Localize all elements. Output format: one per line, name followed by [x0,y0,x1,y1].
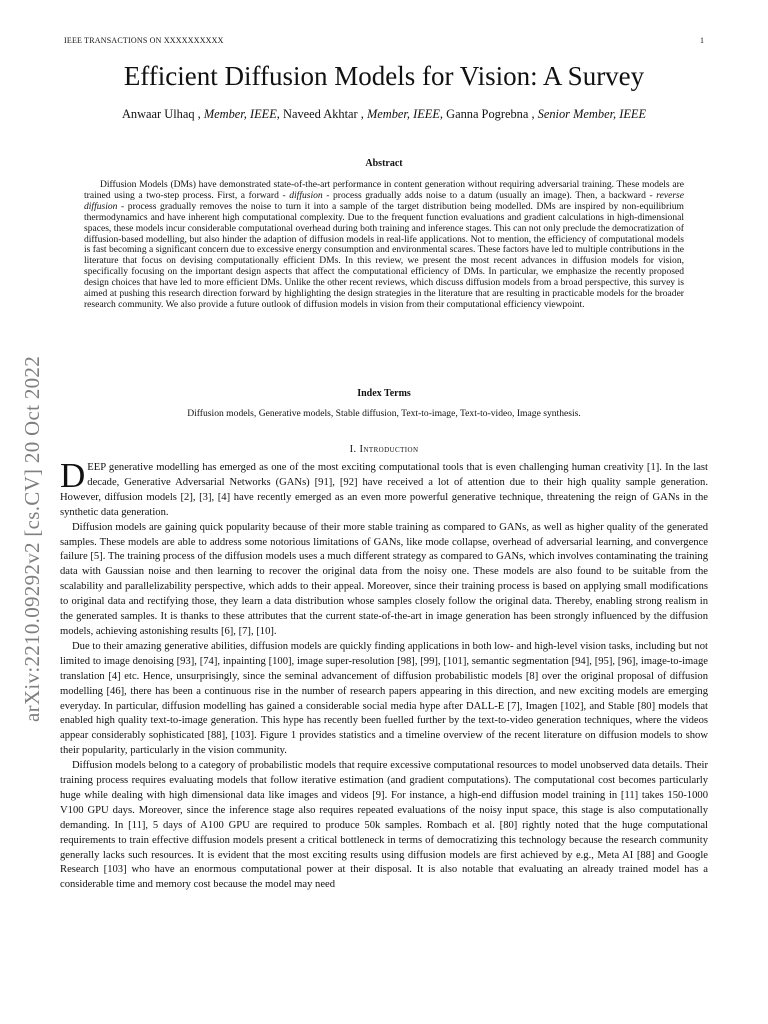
author-membership: Member, IEEE, [366,107,444,121]
drop-cap: D [60,456,86,495]
section-number: I. [349,444,357,455]
abstract-emphasis: diffusion [289,189,323,201]
section-heading [0,444,768,455]
author-name: Ganna Pogrebna [446,107,529,121]
body-paragraph [60,456,708,521]
author-name: Anwaar Ulhaq [121,107,195,121]
author-name: Naveed Akhtar [283,107,358,121]
abstract-emphasis: reverse diffusion [84,189,684,212]
abstract-text [84,180,684,311]
author-list: Anwaar Ulhaq , Member, IEEE, Naveed Akhtar , Member, IEEE, Ganna Pogrebna , Senior Member, IEEE [121,107,647,121]
abstract-text-part: Diffusion Models (DMs) have demonstrated state-of-the-art performance in content generation without requiring adversarial training. These models are trained using a two-step process. First, a forward - [84,179,684,201]
body-paragraph: Due to their amazing generative abilities, diffusion models are quickly finding applications in both low- and high-level vision tasks, including but not limited to image denoising [93], [74], inpainting [100], image super-resolution [98], [99], [101], semantic segmentation [94], [95], [96], image-to-image translation [4] etc. Hence, unsurprisingly, since the seminal advancement of diffusion probabilistic models [8] over the original proposal of diffusion modelling [46], there has been a continuous rise in the number of research papers appearing in this direction, and new exciting models are emerging everyday. In particular, diffusion modelling has gained a considerable social media hype after DALL-E [7], Imagen [102], and Stable [80] models that enabled high quality text-to-image generation. This hype has recently been fuelled further by the text-to-video generation techniques, where the videos appear considerably sophisticated [88], [103]. Figure 1 provides statistics and a timeline overview of the recent literature on diffusion models to show their popularity, particularly in the vision community. [60,640,708,757]
body-paragraph: Diffusion models belong to a category of probabilistic models that require excessive computational resources to model unobserved data details. Their training process requires evaluating models that follow iterative estimation (and gradient computations). The computational cost becomes particularly huge while dealing with high dimensional data like images and videos [9]. For instance, a high-end diffusion model training in [11] takes 150-1000 V100 GPU days. Moreover, since the inference stage also requires repeated evaluations of the noisy input space, this stage is also computationally demanding. In [11], 5 days of A100 GPU are required to produce 50k samples. Rombach et al. [80] rightly noted that the huge computational requirements to train effective diffusion models present a critical bottleneck in terms of democratizing this technology because the research community generally lacks such resources. It is evident that the most exciting results using diffusion models are first achieved by e.g., Meta AI [88] and Google Research [103] who have an enormous computational power at their disposal. It is also notable that evaluating an already trained model has a considerable time and memory cost because the model may need [60,760,708,891]
running-header-journal: IEEE TRANSACTIONS ON XXXXXXXXXX [64,36,224,45]
index-terms-heading: Index Terms [357,388,411,399]
author-membership: Senior Member, IEEE [537,107,647,121]
abstract-text-part: - process gradually removes the noise to turn it into a sample of the target distribution being modelled. DMs are inspired by non-equilibrium thermodynamics and have inherent high computational complexity. Due to the frequent function evaluations and gradient calculations in high-dimensional spaces, these models incur considerable computational overhead during both training and inference stages. This can not only preclude the democratization of diffusion-based modelling, but also hinder the adaption of diffusion models in real-life applications. Not to mention, the efficiency of computational models is fast becoming a significant concern due to excessive energy consumption and environmental scares. These factors have led to multiple contributions in the literature that focus on devising computationally efficient DMs. In this review, we present the most recent advances in diffusion models for vision, specifically focusing on the important design aspects that affect the computational efficiency of DMs. In particular, we emphasize the recently proposed design choices that have led to more efficient DMs. Unlike the other recent reviews, which discuss diffusion models from a broad perspective, this survey is aimed at pushing this research direction forward by highlighting the design strategies in the literature that are resulting in practicable models for the broader research community. We also provide a future outlook of diffusion models in vision from their computational efficiency viewpoint. [84,200,684,310]
abstract-heading: Abstract [365,158,403,169]
arxiv-identifier-stamp: arXiv:2210.09292v2 [cs.CV] 20 Oct 2022 [20,355,44,722]
paper-title: Efficient Diffusion Models for Vision: A Survey [123,61,645,91]
author-membership: Member, IEEE, [203,107,280,121]
page-number: 1 [700,36,704,45]
section-title: Introduction [359,444,419,455]
paragraph-text: EEP generative modelling has emerged as one of the most exciting computational tools that is even challenging human creativity [1]. In the last decade, Generative Adversarial Networks (GANs) [91], [92] have received a lot of attention due to their high quality sample generation. However, diffusion models [2], [3], [4] have recently emerged as an even more powerful generative technique, threatening the reign of GANs in the synthetic data generation. [60,462,708,518]
index-terms-list: Diffusion models, Generative models, Stable diffusion, Text-to-image, Text-to-video, Image synthesis. [187,408,581,419]
abstract-text-part: - process gradually adds noise to a datum (usually an image). Then, a backward - [322,189,657,201]
body-text [60,456,708,893]
body-paragraph: Diffusion models are gaining quick popularity because of their more stable training as compared to GANs, as well as higher quality of the generated samples. These models are able to address some notorious limitations of GANs, like mode collapse, overhead of adversarial learning, and convergence failure [5]. The training process of the diffusion models uses a much different strategy as compared to GANs, which involves contaminating the training data with Gaussian noise and then learning to recover the original data from the noisy one. These models are also found to be suitable from the scalability and parallelizability perspective, which adds to their appeal. Moreover, since their training process is based on applying small modifications to original data and rectifying those, they learn a data distribution whose samples closely follow the original data. Thereby, enabling strong realism in the generated samples. It is thanks to these attributes that the current state-of-the-art in image generation has been strongly influenced by the diffusion models, achieving astonishing results [6], [7], [10]. [60,521,708,637]
